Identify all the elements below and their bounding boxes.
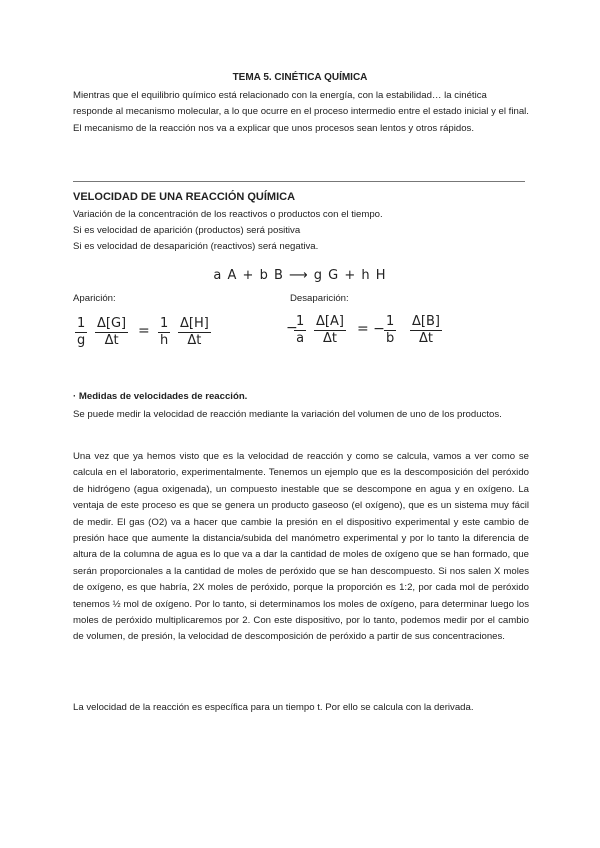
- fraction-denominator: Δt: [314, 330, 346, 347]
- fraction-delta-h: [178, 316, 211, 349]
- fraction-numerator: Δ[H]: [180, 316, 209, 331]
- equals-sign: =: [138, 323, 150, 339]
- section-divider: [73, 181, 525, 182]
- fraction-denominator: a: [294, 330, 306, 347]
- fraction-numerator: 1: [296, 314, 305, 329]
- fraction-denominator: b: [384, 330, 396, 347]
- equation-products: g G + h H: [313, 268, 387, 283]
- page-title: TEMA 5. CINÉTICA QUÍMICA: [232, 72, 368, 83]
- definition-line: Variación de la concentración de los reactivos o productos con el tiempo.: [73, 209, 383, 220]
- desaparicion-line: Si es velocidad de desaparición (reactivos) será negativa.: [73, 241, 319, 252]
- fraction-delta-a: [314, 314, 346, 347]
- fraction-numerator: Δ[B]: [412, 314, 440, 329]
- fraction-delta-g: [95, 316, 128, 349]
- section-heading-velocidad: VELOCIDAD DE UNA REACCIÓN QUÍMICA: [73, 191, 296, 203]
- minus-sign: −: [286, 320, 298, 336]
- fraction-denominator: h: [158, 332, 170, 349]
- arrow-icon: ⟶: [289, 268, 309, 283]
- fraction-1-over-h: [158, 316, 170, 349]
- experiment-paragraph: Una vez que ya hemos visto que es la velocidad de reacción y como se calcula, vamos a ver como se calcula en el laboratorio, experimentalmente. Tenemos un ejemplo que es la descomposición del peróxido de hidrógeno (agua oxigenada), un compuesto inestable que se descompone en agua y en oxígeno. La ventaja de este proceso es que se genera un producto gaseoso (el oxígeno), que es un sistema muy fácil de medir. El gas (O2) va a hacer que cambie la presión en el dispositivo experimental y este cambio de presión hace que aumente la distancia/subida del manómetro experimental y por lo tanto la diferencia de altura de la columna de agua es lo que va a dar la cantidad de moles de oxígeno que se han formado, que serán proporcionales a la cantidad de moles de peróxido que se han descompuesto. Si nos salen X moles de oxígeno, es que habría, 2X moles de peróxido, porque la proporción es 1:2, por cada mol de peróxido tenemos ½ mol de oxígeno. Por lo tanto, si determinamos los moles de oxígeno, para determinar luego los moles de peróxido multiplicaremos por 2. Con este dispositivo, por lo tanto, podemos medir por el cambio de volumen, de presión, la velocidad de descomposición de peróxido a partir de sus concentraciones.: [73, 451, 529, 643]
- fraction-numerator: 1: [160, 316, 169, 331]
- fraction-denominator: Δt: [410, 330, 442, 347]
- fraction-denominator: g: [75, 332, 87, 349]
- fraction-numerator: Δ[G]: [97, 316, 127, 331]
- equals-minus-sign: = −: [357, 321, 385, 337]
- fraction-1-over-a: [294, 314, 306, 347]
- fraction-denominator: Δt: [95, 332, 128, 349]
- fraction-1-over-b: [384, 314, 396, 347]
- fraction-denominator: Δt: [178, 332, 211, 349]
- aparicion-label: Aparición:: [73, 293, 116, 304]
- fraction-delta-b: [410, 314, 442, 347]
- section-heading-medidas: · Medidas de velocidades de reacción.: [73, 391, 248, 402]
- measurement-intro-paragraph: Se puede medir la velocidad de reacción mediante la variación del volumen de uno de los productos.: [73, 409, 502, 420]
- fraction-numerator: 1: [386, 314, 395, 329]
- intro-paragraph: Mientras que el equilibrio químico está relacionado con la energía, con la estabilidad… la cinética responde al mecanismo molecular, a lo que ocurre en el proceso intermedio entre el estado inicial y el final. El mecanismo de la reacción nos va a explicar que unos procesos sean lentos y otros rápidos.: [73, 90, 529, 134]
- derivative-paragraph: La velocidad de la reacción es específica para un tiempo t. Por ello se calcula con la derivada.: [73, 702, 474, 713]
- fraction-numerator: 1: [77, 316, 86, 331]
- aparicion-line: Si es velocidad de aparición (productos) será positiva: [73, 225, 301, 236]
- fraction-numerator: Δ[A]: [316, 314, 344, 329]
- reaction-equation: [0, 268, 600, 283]
- equation-reactants: a A + b B: [213, 268, 284, 283]
- desaparicion-label: Desaparición:: [290, 293, 349, 304]
- fraction-1-over-g: [75, 316, 87, 349]
